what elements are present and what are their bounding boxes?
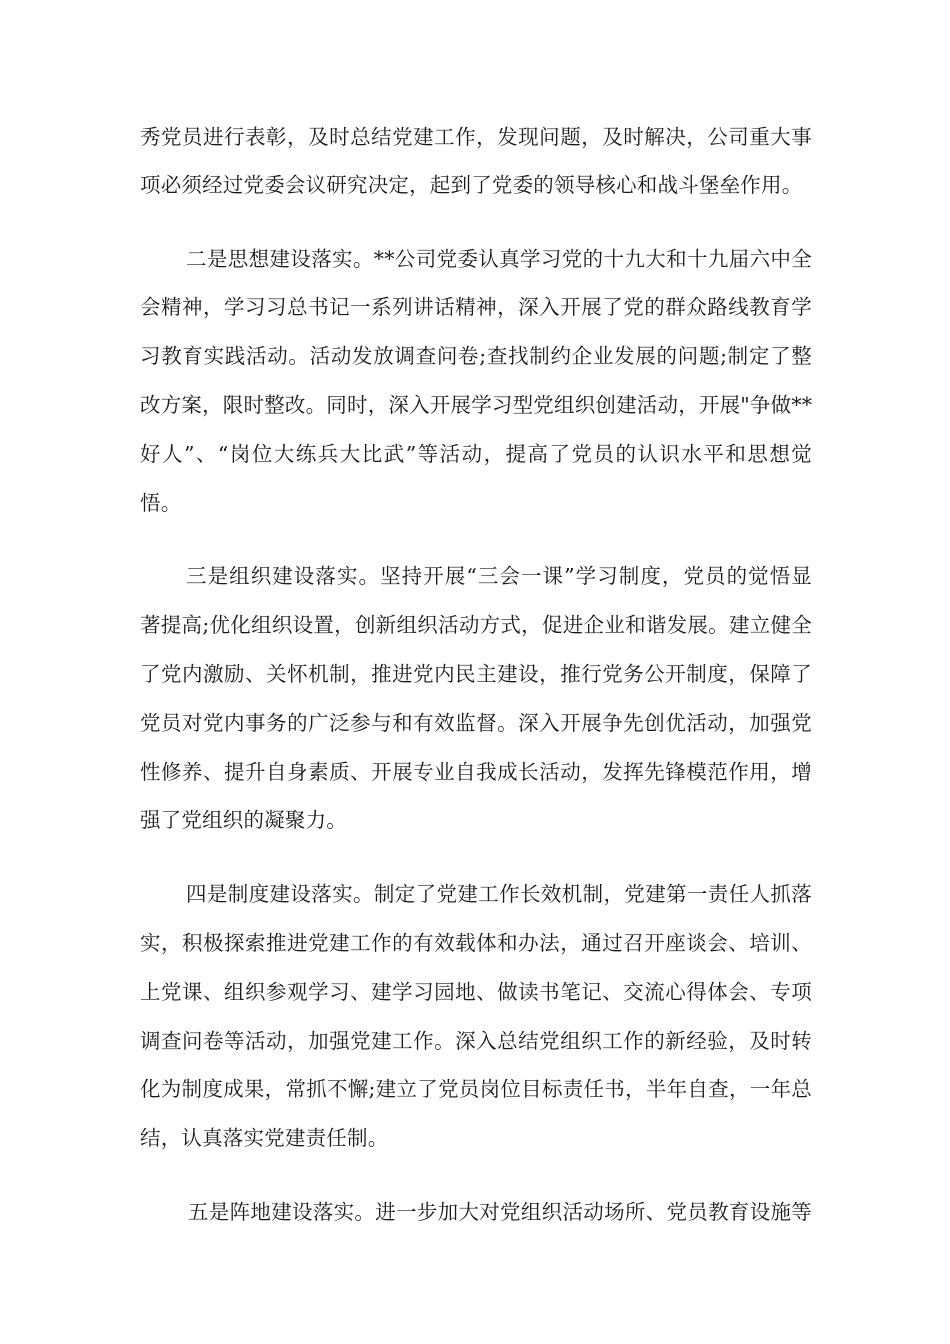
- text-line: 习教育实践活动。活动发放调查问卷;查找制约企业发展的问题;制定了整: [140, 344, 812, 368]
- text-line: 调查问卷等活动，加强党建工作。深入总结党组织工作的新经验，及时转: [140, 1029, 812, 1053]
- text-line: 性修养、提升自身素质、开展专业自我成长活动，发挥先锋模范作用，增: [140, 760, 812, 784]
- text-line: 五是阵地建设落实。进一步加大对党组织活动场所、党员教育设施等: [188, 1200, 812, 1224]
- text-line: 项必须经过党委会议研究决定，起到了党委的领导核心和战斗堡垒作用。: [140, 173, 803, 197]
- text-line: 三是组织建设落实。坚持开展“三会一课”学习制度，党员的觉悟显: [186, 564, 812, 588]
- text-line: 悟。: [140, 491, 182, 515]
- text-line: 强了党组织的凝聚力。: [140, 808, 347, 832]
- text-line: 上党课、组织参观学习、建学习园地、做读书笔记、交流心得体会、专项: [140, 980, 812, 1004]
- text-line: 四是制度建设落实。制定了党建工作长效机制，党建第一责任人抓落: [186, 882, 812, 906]
- text-line: 了党内激励、关怀机制，推进党内民主建设，推行党务公开制度，保障了: [140, 662, 812, 686]
- text-line: 化为制度成果，常抓不懈;建立了党员岗位目标责任书，半年自查，一年总: [140, 1077, 812, 1101]
- text-line: 会精神，学习习总书记一系列讲话精神，深入开展了党的群众路线教育学: [140, 295, 812, 319]
- text-line: 党员对党内事务的广泛参与和有效监督。深入开展争先创优活动，加强党: [140, 711, 812, 735]
- text-line: 秀党员进行表彰，及时总结党建工作，发现问题，及时解决，公司重大事: [140, 125, 812, 149]
- text-line: 著提高;优化组织设置，创新组织活动方式，促进企业和谐发展。建立健全: [140, 613, 812, 637]
- text-line: 改方案，限时整改。同时，深入开展学习型党组织创建活动，开展"争做**: [140, 393, 813, 417]
- text-line: 好人”、“岗位大练兵大比武”等活动，提高了党员的认识水平和思想觉: [140, 442, 812, 466]
- text-line: 二是思想建设落实。**公司党委认真学习党的十九大和十九届六中全: [186, 247, 812, 271]
- text-line: 结，认真落实党建责任制。: [140, 1126, 389, 1150]
- text-line: 实，积极探索推进党建工作的有效载体和办法，通过召开座谈会、培训、: [140, 931, 812, 955]
